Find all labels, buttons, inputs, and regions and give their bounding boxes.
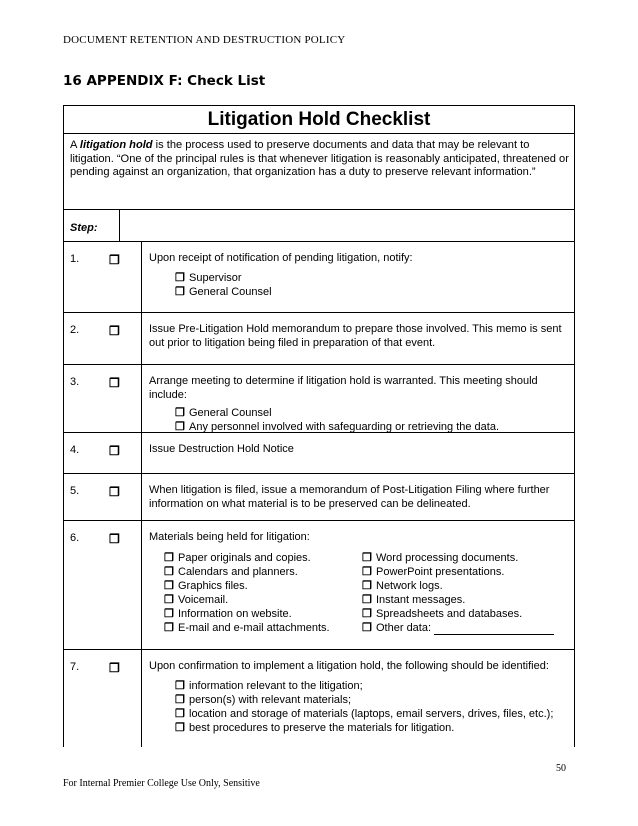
checkbox-icon[interactable]: ❒ [362, 608, 372, 620]
intro-paragraph: A litigation hold is the process used to preserve documents and data that may be relevant to litigation. “One of the principal rules is that whenever litigation is reasonably anticipated, threatened or pending against an organization, that organization has a duty to preserve relevant information.” [64, 134, 574, 210]
material-item[interactable]: ❒ Network logs. [362, 580, 443, 592]
footer-text: For Internal Premier College Use Only, Sensitive [63, 778, 260, 789]
step-number: 7. [70, 661, 80, 673]
other-data-field[interactable] [434, 624, 554, 635]
step-text: Upon confirmation to implement a litigation hold, the following should be identified: [149, 660, 549, 672]
checklist-title: Litigation Hold Checklist [64, 106, 574, 134]
checkbox-icon[interactable]: ❒ [362, 552, 372, 564]
sub-item[interactable]: ❒ General Counsel [175, 286, 272, 298]
step-text: Issue Pre-Litigation Hold memorandum to prepare those involved. This memo is sent out prior to litigation being filed in preparation of that event. [149, 323, 562, 349]
checkbox-icon[interactable]: ❒ [109, 376, 120, 390]
checkbox-icon[interactable]: ❒ [164, 552, 174, 564]
sub-item[interactable]: ❒ information relevant to the litigation; [175, 680, 363, 692]
material-item[interactable]: ❒ Word processing documents. [362, 552, 519, 564]
checkbox-icon[interactable]: ❒ [362, 566, 372, 578]
checkbox-icon[interactable]: ❒ [164, 580, 174, 592]
checkbox-icon[interactable]: ❒ [175, 407, 185, 419]
step-number: 3. [70, 376, 80, 388]
checkbox-icon[interactable]: ❒ [175, 421, 185, 432]
material-item[interactable]: ❒ PowerPoint presentations. [362, 566, 505, 578]
materials-left-column [164, 551, 362, 635]
material-item[interactable]: ❒ Calendars and planners. [164, 566, 298, 578]
checkbox-icon[interactable]: ❒ [164, 608, 174, 620]
checkbox-icon[interactable]: ❒ [362, 580, 372, 592]
material-item[interactable]: ❒ Spreadsheets and databases. [362, 608, 523, 620]
sub-item[interactable]: ❒ Supervisor [175, 272, 242, 284]
sub-item[interactable]: ❒ location and storage of materials (laptops, email servers, drives, files, etc.); [175, 708, 554, 720]
checkbox-icon[interactable]: ❒ [175, 680, 185, 692]
step-text: Issue Destruction Hold Notice [149, 443, 294, 455]
step-number: 4. [70, 444, 80, 456]
section-title: 16 APPENDIX F: Check List [63, 73, 266, 89]
material-item[interactable]: ❒ Information on website. [164, 608, 292, 620]
step-text: Arrange meeting to determine if litigation hold is warranted. This meeting should include: [149, 375, 538, 401]
checkbox-icon[interactable]: ❒ [109, 444, 120, 458]
checkbox-icon[interactable]: ❒ [164, 566, 174, 578]
checkbox-icon[interactable]: ❒ [164, 622, 174, 634]
step-header-row [64, 210, 574, 242]
material-item[interactable]: ❒ Graphics files. [164, 580, 248, 592]
checkbox-icon[interactable]: ❒ [362, 622, 372, 634]
step-text: When litigation is filed, issue a memorandum of Post-Litigation Filing where further information on what material is to be preserved can be delineated. [149, 484, 550, 510]
materials-right-column [362, 551, 560, 635]
step-row-7 [64, 650, 574, 747]
sub-item[interactable]: ❒ Any personnel involved with safeguarding or retrieving the data. [175, 421, 500, 432]
intro-term: litigation hold [79, 139, 153, 151]
checklist-table [63, 105, 575, 747]
document-header: DOCUMENT RETENTION AND DESTRUCTION POLICY [63, 34, 346, 46]
checkbox-icon[interactable]: ❒ [175, 272, 185, 284]
checkbox-icon[interactable]: ❒ [109, 532, 120, 546]
step-text: Materials being held for litigation: [149, 531, 310, 543]
material-item[interactable]: ❒ E-mail and e-mail attachments. [164, 622, 330, 634]
step-row-6 [64, 521, 574, 650]
checkbox-icon[interactable]: ❒ [109, 324, 120, 338]
step-row-1 [64, 242, 574, 313]
sub-item[interactable]: ❒ best procedures to preserve the materials for litigation. [175, 722, 455, 734]
step-row-2 [64, 313, 574, 365]
material-item[interactable]: ❒ Voicemail. [164, 594, 229, 606]
step-text: Upon receipt of notification of pending litigation, notify: [149, 252, 413, 264]
sub-item[interactable]: ❒ person(s) with relevant materials; [175, 694, 352, 706]
checkbox-icon[interactable]: ❒ [164, 594, 174, 606]
checkbox-icon[interactable]: ❒ [362, 594, 372, 606]
checkbox-icon[interactable]: ❒ [175, 286, 185, 298]
page-number: 50 [556, 763, 566, 774]
checkbox-icon[interactable]: ❒ [109, 253, 120, 267]
checkbox-icon[interactable]: ❒ [175, 708, 185, 720]
checkbox-icon[interactable]: ❒ [109, 661, 120, 675]
step-row-5 [64, 474, 574, 521]
step-row-4 [64, 433, 574, 474]
material-item[interactable]: ❒ Other data: [362, 621, 560, 635]
step-number: 6. [70, 532, 80, 544]
material-item[interactable]: ❒ Paper originals and copies. [164, 552, 311, 564]
material-item[interactable]: ❒ Instant messages. [362, 594, 466, 606]
sub-item[interactable]: ❒ General Counsel [175, 407, 272, 419]
step-row-3 [64, 365, 574, 433]
step-label: Step: [64, 210, 120, 241]
checkbox-icon[interactable]: ❒ [109, 485, 120, 499]
checkbox-icon[interactable]: ❒ [175, 694, 185, 706]
checkbox-icon[interactable]: ❒ [175, 722, 185, 734]
step-number: 2. [70, 324, 80, 336]
step-number: 1. [70, 253, 80, 265]
step-number: 5. [70, 485, 80, 497]
